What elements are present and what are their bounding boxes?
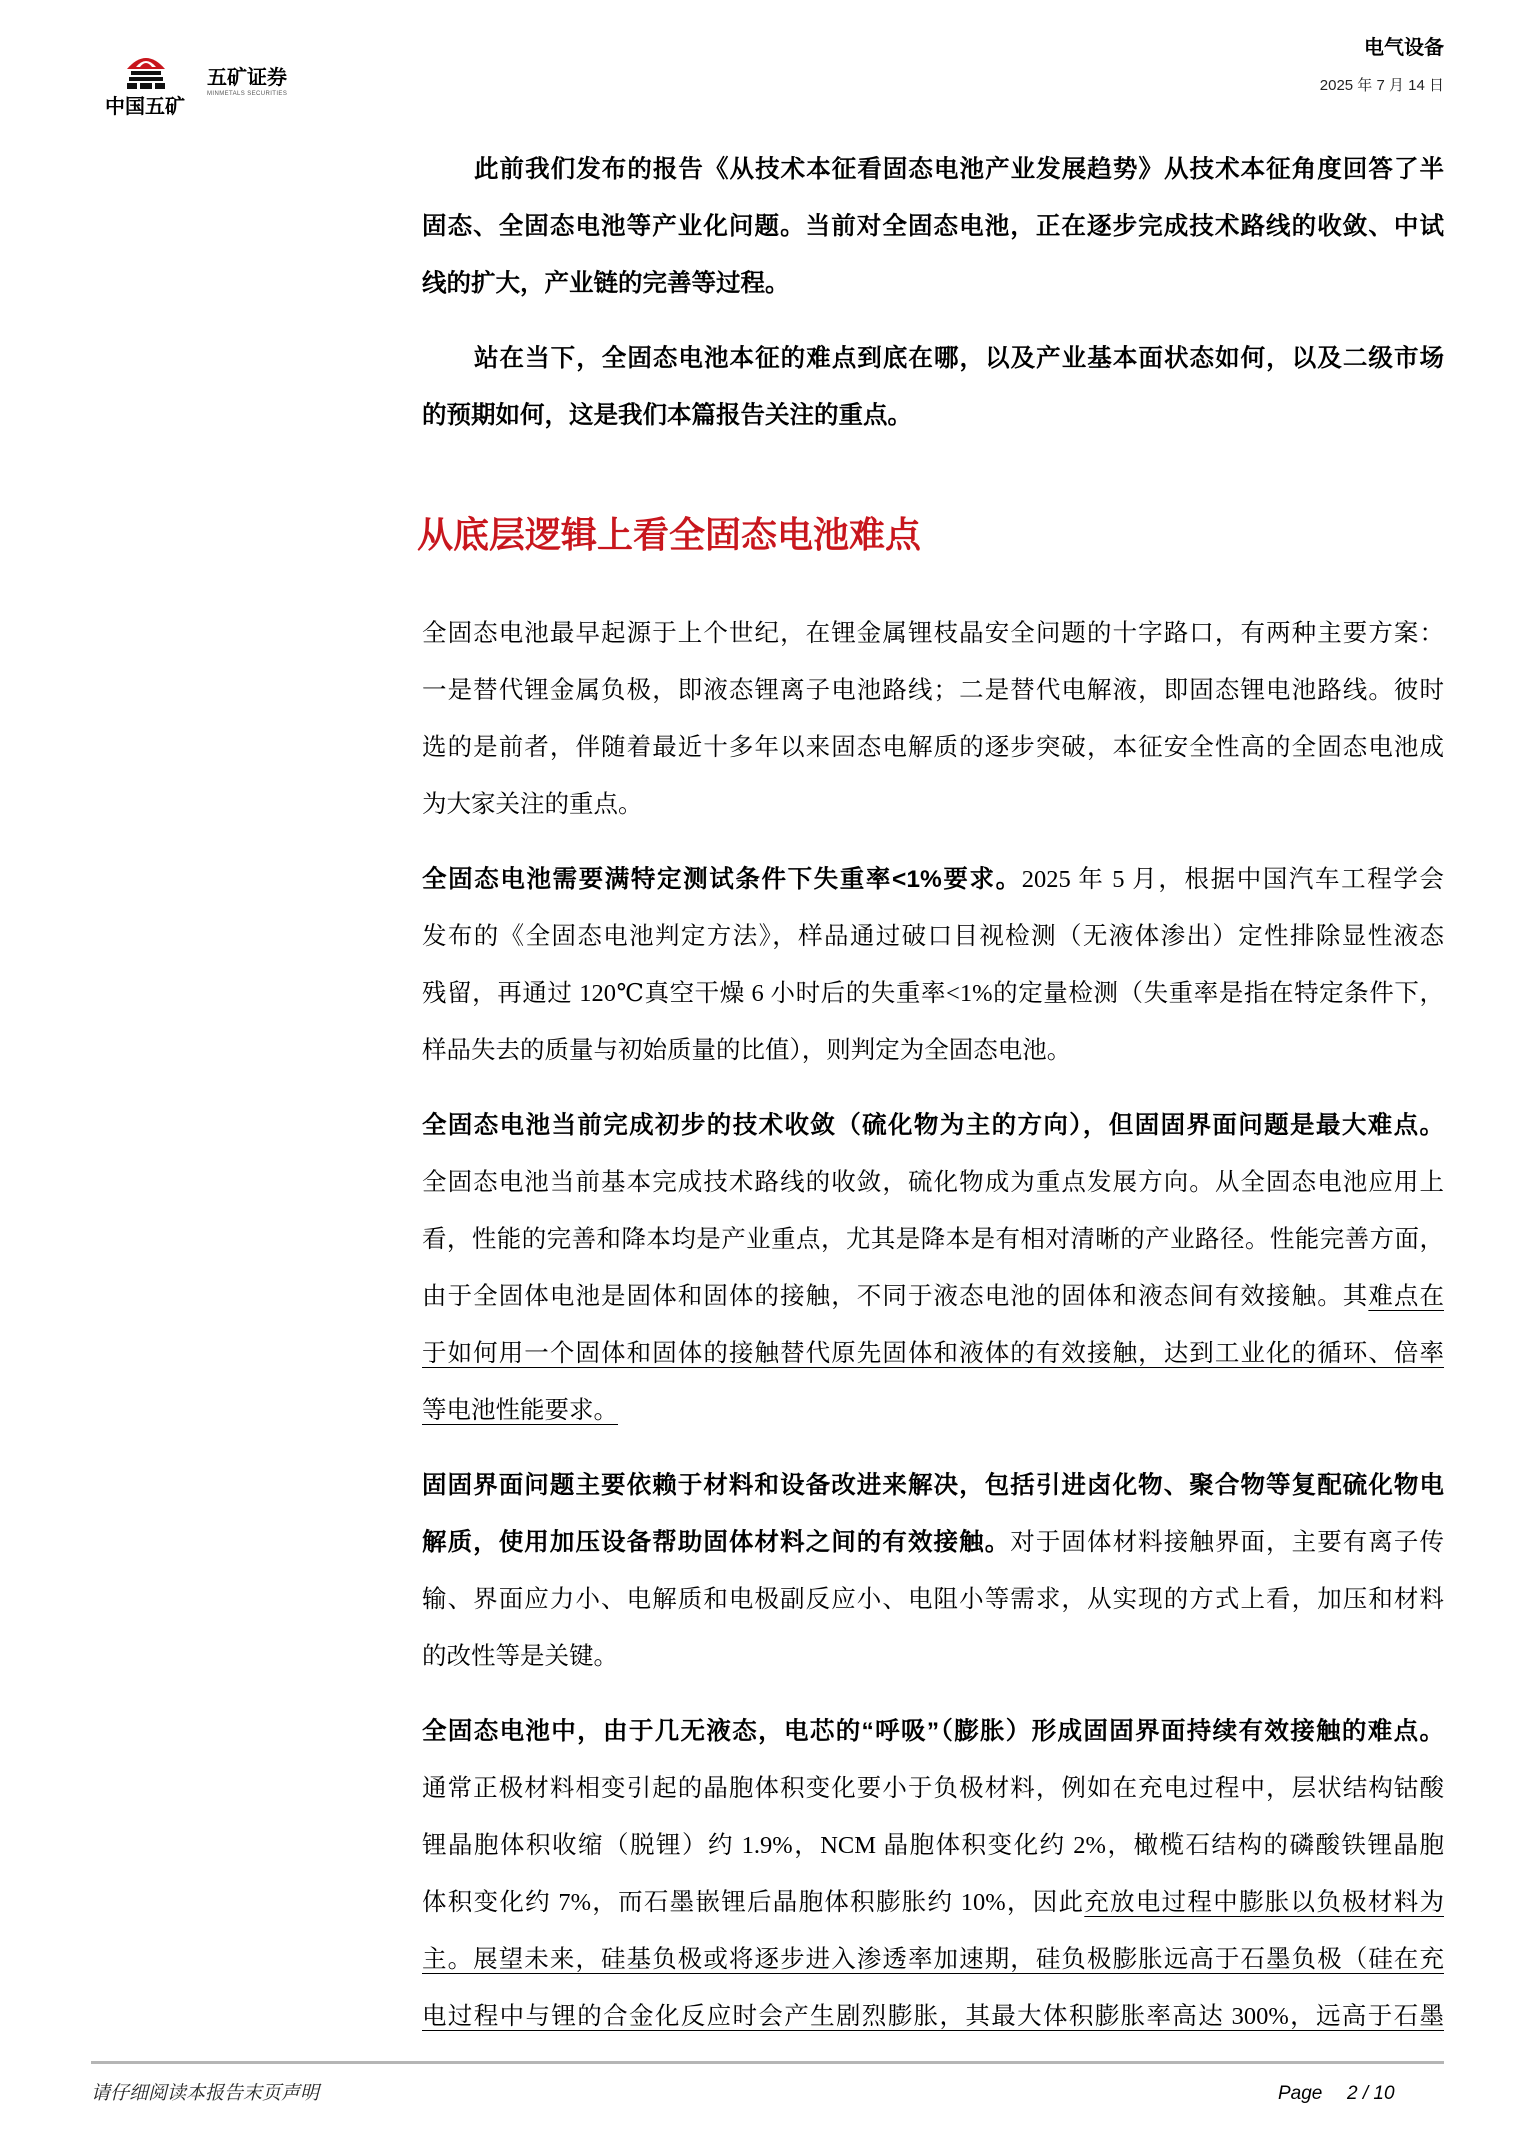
paragraph-line bbox=[422, 1268, 1444, 1325]
body-paragraph bbox=[422, 1097, 1444, 1439]
paragraph-line bbox=[422, 1571, 1444, 1628]
body-paragraph bbox=[422, 1457, 1444, 1685]
paragraph-line bbox=[422, 662, 1444, 719]
bold-text: 固态、全固态电池等产业化问题。当前对全固态电池，正在逐步完成技术路线的收敛、中试 bbox=[422, 213, 1444, 240]
body-paragraph bbox=[422, 851, 1444, 1079]
company-logo bbox=[100, 40, 310, 122]
paragraph-line bbox=[422, 1874, 1444, 1931]
text-segment: 输、界面应力小、电解质和电极副反应小、电阻小等需求，从实现的方式上看，加压和材料 bbox=[422, 1586, 1444, 1613]
text-segment: 选的是前者，伴随着最近十多年以来固态电解质的逐步突破，本征安全性高的全固态电池成 bbox=[422, 734, 1444, 761]
text-segment: 体积变化约 7%，而石墨嵌锂后晶胞体积膨胀约 10%，因此 bbox=[422, 1889, 1085, 1916]
brand-name-en: MINMETALS SECURITIES bbox=[207, 91, 288, 97]
underlined-text: 充放电过程中膨胀以负极材料为 bbox=[1084, 1889, 1444, 1916]
paragraph-line bbox=[422, 1457, 1444, 1514]
bold-text: 站在当下，全固态电池本征的难点到底在哪，以及产业基本面状态如何，以及二级市场 bbox=[474, 345, 1444, 372]
bold-text: 解质，使用加压设备帮助固体材料之间的有效接触。 bbox=[422, 1529, 1011, 1556]
underlined-text: 等电池性能要求。 bbox=[422, 1397, 618, 1424]
bold-text: 此前我们发布的报告《从技术本征看固态电池产业发展趋势》从技术本征角度回答了半 bbox=[474, 156, 1444, 183]
bold-text: 的预期如何，这是我们本篇报告关注的重点。 bbox=[422, 402, 912, 429]
minmetals-emblem-icon bbox=[122, 46, 170, 94]
paragraph-line bbox=[422, 255, 1444, 312]
paragraph-line bbox=[422, 1931, 1444, 1988]
bold-text: 线的扩大，产业链的完善等过程。 bbox=[422, 270, 790, 297]
page-number: 2 / 10 bbox=[1347, 2083, 1395, 2104]
report-date: 2025 年 7 月 14 日 bbox=[1319, 77, 1444, 94]
text-segment: 样品失去的质量与初始质量的比值），则判定为全固态电池。 bbox=[422, 1037, 1072, 1064]
paragraph-line bbox=[422, 965, 1444, 1022]
text-segment: 的改性等是关键。 bbox=[422, 1643, 618, 1670]
report-sector: 电气设备 bbox=[1364, 37, 1444, 59]
underlined-text: 主。展望未来，硅基负极或将逐步进入渗透率加速期，硅负极膨胀远高于石墨负极（硅在充 bbox=[422, 1946, 1444, 1973]
brand-name: 五矿证券 bbox=[207, 67, 287, 89]
text-segment: 为大家关注的重点。 bbox=[422, 791, 643, 818]
text-segment: 2025 年 5 月，根据中国汽车工程学会 bbox=[1021, 866, 1444, 893]
underlined-text: 难点在 bbox=[1368, 1283, 1444, 1310]
text-segment: 发布的《全固态电池判定方法》，样品通过破口目视检测（无液体渗出）定性排除显性液态 bbox=[422, 923, 1444, 950]
paragraph-line bbox=[422, 908, 1444, 965]
underlined-text: 电过程中与锂的合金化反应时会产生剧烈膨胀，其最大体积膨胀率高达 300%，远高于石墨 bbox=[422, 2003, 1444, 2030]
footer-disclaimer: 请仔细阅读本报告末页声明 bbox=[91, 2083, 320, 2104]
group-name: 中国五矿 bbox=[105, 96, 185, 118]
bold-text: 全固态电池当前完成初步的技术收敛（硫化物为主的方向），但固固界面问题是最大难点。 bbox=[422, 1112, 1444, 1139]
body-paragraph bbox=[422, 1703, 1444, 2045]
page-label: Page bbox=[1278, 2083, 1323, 2104]
paragraph-line bbox=[422, 198, 1444, 255]
paragraph-line bbox=[422, 330, 1444, 387]
text-segment: 锂晶胞体积收缩（脱锂）约 1.9%，NCM 晶胞体积变化约 2%，橄榄石结构的磷酸铁锂晶胞 bbox=[422, 1832, 1444, 1859]
paragraph-line bbox=[422, 851, 1444, 908]
underlined-text: 于如何用一个固体和固体的接触替代原先固体和液体的有效接触，达到工业化的循环、倍率 bbox=[422, 1340, 1444, 1367]
paragraph-line bbox=[422, 1817, 1444, 1874]
lead-paragraph bbox=[422, 141, 1444, 312]
paragraph-line bbox=[422, 1760, 1444, 1817]
paragraph-line bbox=[422, 141, 1444, 198]
text-segment: 对于固体材料接触界面，主要有离子传 bbox=[1010, 1529, 1445, 1556]
paragraph-line bbox=[422, 605, 1444, 662]
body-paragraph bbox=[422, 605, 1444, 833]
paragraph-line bbox=[422, 1097, 1444, 1154]
text-segment: 全固态电池当前基本完成技术路线的收敛，硫化物成为重点发展方向。从全固态电池应用上 bbox=[422, 1169, 1444, 1196]
text-segment: 全固态电池最早起源于上个世纪，在锂金属锂枝晶安全问题的十字路口，有两种主要方案： bbox=[422, 620, 1444, 647]
paragraph-line bbox=[422, 1325, 1444, 1382]
paragraph-line bbox=[422, 1514, 1444, 1571]
bold-text: 全固态电池中，由于几无液态，电芯的“呼吸”（膨胀）形成固固界面持续有效接触的难点。 bbox=[422, 1718, 1444, 1745]
text-segment: 看，性能的完善和降本均是产业重点，尤其是降本是有相对清晰的产业路径。性能完善方面， bbox=[422, 1226, 1444, 1253]
section-heading: 从底层逻辑上看全固态电池难点 bbox=[417, 514, 922, 555]
paragraph-line bbox=[422, 1022, 1444, 1079]
bold-text: 全固态电池需要满特定测试条件下失重率<1%要求。 bbox=[422, 866, 1022, 893]
paragraph-line bbox=[422, 387, 1444, 444]
paragraph-line bbox=[422, 1628, 1444, 1685]
bold-text: 固固界面问题主要依赖于材料和设备改进来解决，包括引进卤化物、聚合物等复配硫化物电 bbox=[422, 1472, 1444, 1499]
text-segment: 一是替代锂金属负极，即液态锂离子电池路线；二是替代电解液，即固态锂电池路线。彼时 bbox=[422, 677, 1444, 704]
paragraph-line bbox=[422, 1703, 1444, 1760]
paragraph-line bbox=[422, 719, 1444, 776]
text-segment: 通常正极材料相变引起的晶胞体积变化要小于负极材料，例如在充电过程中，层状结构钴酸 bbox=[422, 1775, 1444, 1802]
text-segment: 由于全固体电池是固体和固体的接触，不同于液态电池的固体和液态间有效接触。其 bbox=[422, 1283, 1369, 1310]
lead-paragraph bbox=[422, 330, 1444, 444]
footer-divider bbox=[91, 2061, 1444, 2064]
paragraph-line bbox=[422, 1988, 1444, 2045]
report-body bbox=[417, 141, 1445, 2063]
paragraph-line bbox=[422, 1382, 1444, 1439]
text-segment: 残留，再通过 120℃真空干燥 6 小时后的失重率<1%的定量检测（失重率是指在特定条件下， bbox=[422, 980, 1444, 1007]
paragraph-line bbox=[422, 1154, 1444, 1211]
paragraph-line bbox=[422, 776, 1444, 833]
paragraph-line bbox=[422, 1211, 1444, 1268]
